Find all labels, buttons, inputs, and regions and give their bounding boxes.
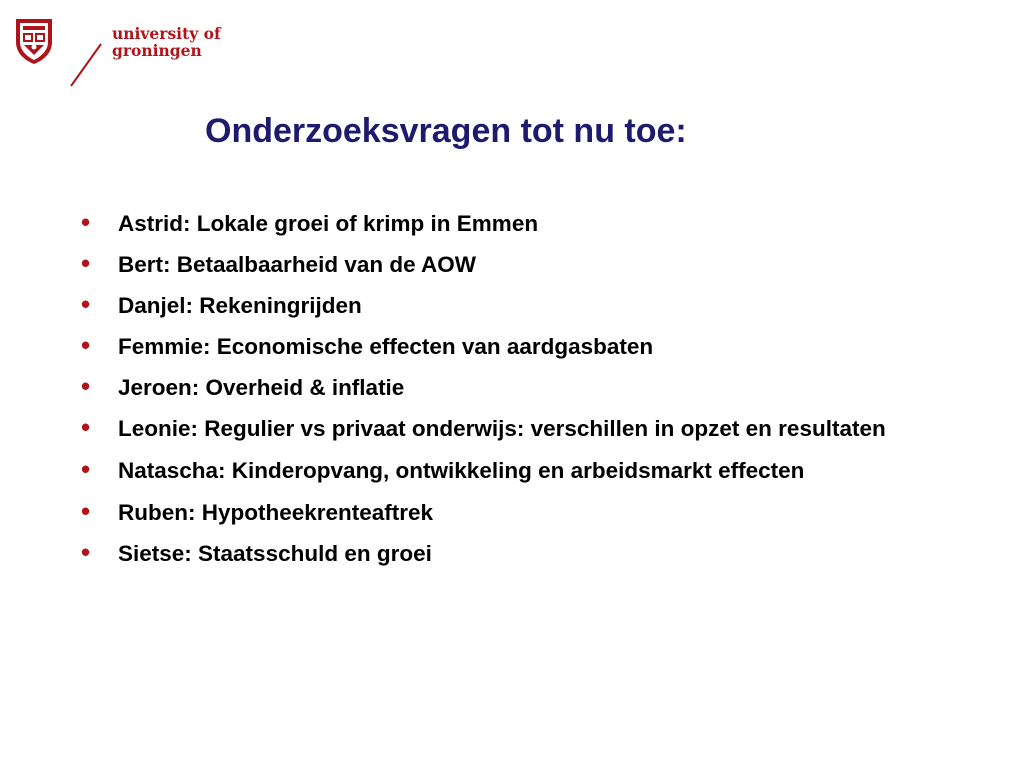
list-item-text: Astrid: Lokale groei of krimp in Emmen <box>118 211 539 236</box>
list-item <box>76 412 976 446</box>
bullet-icon: • <box>81 537 91 567</box>
list-item <box>76 289 976 322</box>
list-item-text: Femmie: Economische effecten van aardgasbaten <box>118 334 654 359</box>
university-crest-icon <box>14 16 54 66</box>
bullet-icon: • <box>81 248 91 278</box>
bullet-icon: • <box>81 412 91 442</box>
list-item-text: Jeroen: Overheid & inflatie <box>118 375 405 400</box>
list-item <box>76 371 976 404</box>
list-item <box>76 207 976 240</box>
list-item <box>76 537 976 570</box>
list-item-text: Bert: Betaalbaarheid van de AOW <box>118 252 477 277</box>
bullet-icon: • <box>81 207 91 237</box>
university-logo <box>14 16 221 74</box>
research-questions-list <box>76 207 976 578</box>
wordmark-line-1: university of <box>112 24 221 43</box>
list-item-text: Natascha: Kinderopvang, ontwikkeling en arbeidsmarkt effecten <box>118 458 805 483</box>
bullet-icon: • <box>81 330 91 360</box>
list-item <box>76 496 976 529</box>
list-item <box>76 248 976 281</box>
bullet-icon: • <box>81 371 91 401</box>
list-item <box>76 454 976 488</box>
list-item-text: Sietse: Staatsschuld en groei <box>118 541 432 566</box>
slide-title: Onderzoeksvragen tot nu toe: <box>205 112 687 150</box>
logo-divider <box>68 42 104 88</box>
university-wordmark <box>112 25 221 59</box>
bullet-icon: • <box>81 454 91 484</box>
list-item-text: Ruben: Hypotheekrenteaftrek <box>118 500 434 525</box>
wordmark-line-2: groningen <box>112 41 202 60</box>
bullet-icon: • <box>81 289 91 319</box>
list-item <box>76 330 976 363</box>
bullet-icon: • <box>81 496 91 526</box>
list-item-text: Danjel: Rekeningrijden <box>118 293 362 318</box>
list-item-text: Leonie: Regulier vs privaat onderwijs: verschillen in opzet en resultaten <box>118 416 886 441</box>
